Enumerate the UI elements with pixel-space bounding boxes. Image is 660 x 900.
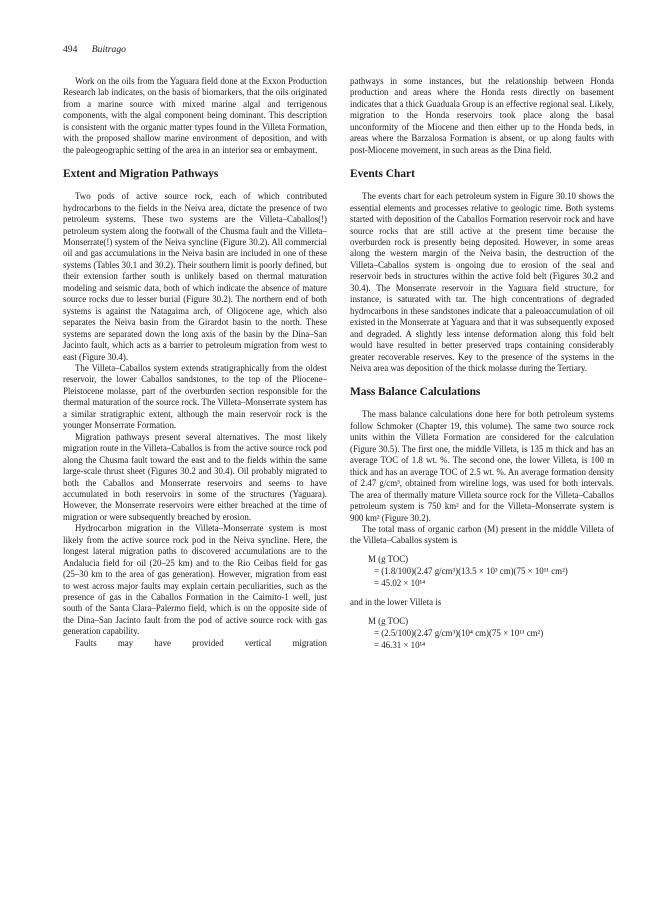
equation-middle-villeta bbox=[350, 553, 614, 590]
running-author: Buitrago bbox=[91, 44, 126, 55]
equation-rhs: = (1.8/100)(2.47 g/cm³)(13.5 × 10³ cm)(75 × 10¹¹ cm²) bbox=[374, 566, 568, 577]
section-heading-mass-balance: Mass Balance Calculations bbox=[350, 386, 481, 399]
equation-rhs: = (2.5/100)(2.47 g/cm³)(10⁴ cm)(75 × 10¹¹ cm²) bbox=[374, 628, 544, 639]
equation-lhs: M (g TOC) bbox=[368, 553, 409, 564]
paragraph: pathways in some instances, but the relationship between Honda production and areas where the Honda rests directly on basement indicates that a thick Guaduala Group is an effective regional seal. Likely, migration to the Honda reservoirs took place along the basal unconformity of the Miocene and then either up to the Honda beds, in areas where the Barzalosa Formation is absent, or up along faults with post-Miocene movement, in such areas as the Dina field. bbox=[350, 76, 614, 155]
paragraph: Hydrocarbon migration in the Villeta–Monserrate system is most likely from the active source rock pod in the Neiva syncline. Here, the longest lateral migration paths to discovered accumulations are to the Andalucia field for oil (20–25 km) and to the Rio Ceibas field for gas (25–30 km to the area of gas generation). However, migration from east to west across major faults may explain certain peculiarities, such as the presence of gas in the Caballos Formation in the Caimito-1 well, just south of the Santa Clara–Palermo field, which is on the opposite side of the Dina–San Jacinto fault from the pod of active source rock with gas generation capability. bbox=[63, 523, 327, 637]
paragraph: The total mass of organic carbon (M) present in the middle Villeta of the Villeta–Caballos system is bbox=[350, 523, 614, 546]
equation-result: = 45.02 × 10¹⁴ bbox=[374, 578, 426, 589]
paragraph: Work on the oils from the Yaguara field done at the Exxon Production Research lab indicates, on the basis of biomarkers, that the oils originated from a marine source with mixed marine algal and terrigenous components, with the algal component being dominant. This description is consistent with the organic matter types found in the Villeta Formation, with the proposed shallow marine environment of deposition, and with the paleogeographic setting of the area in an interior sea or embayment. bbox=[63, 76, 327, 155]
left-column bbox=[63, 76, 327, 649]
equation-lhs: M (g TOC) bbox=[368, 615, 409, 626]
paragraph: Faults may have provided vertical migration bbox=[75, 637, 327, 648]
running-head bbox=[63, 44, 126, 55]
page-number: 494 bbox=[63, 44, 78, 55]
paragraph: Migration pathways present several alternatives. The most likely migration route in the Villeta–Caballos is from the active source rock pod along the Chusma fault toward the east and to the fields within the same large-scale thrust sheet (Figures 30.2 and 30.4). Oil probably migrated to both the Caballos and Monserrate reservoirs and seems to have accumulated in both reservoirs in some of the structures (Yaguara). However, the Monserrate reservoirs were either breached at the time of migration or were subsequently breached by erosion. bbox=[63, 431, 327, 522]
equation-result: = 46.31 × 10¹⁴ bbox=[374, 640, 426, 651]
section-heading-extent: Extent and Migration Pathways bbox=[63, 168, 219, 181]
paragraph: The events chart for each petroleum system in Figure 30.10 shows the essential elements and processes relative to geologic time. Both systems started with deposition of the Caballos Formation reservoir rock and have source rocks that are still active at the present time because the overburden rock is presently being deposited. However, in some areas along the western margin of the Neiva basin, the destruction of the Villeta–Caballos system is ongoing due to erosion of the seal and reservoir beds in structures within the active fold belt (Figures 30.2 and 30.4). The Monserrate reservoir in the Yaguara field structure, for instance, is saturated with tar. The high concentrations of degraded hydrocarbons in these sandstones indicate that a paleoaccumulation of oil existed in the Monserrate at Yaguara and that it was subsequently exposed and degraded. A slightly less intense deformation along this fold belt would have resulted in better preserved traps containing considerably greater recoverable reserves. Key to the presence of the systems in the Neiva area was deposition of the thick molasse during the Tertiary. bbox=[350, 191, 614, 373]
paragraph: Two pods of active source rock, each of which contributed hydrocarbons to the fields in the Neiva area, dictate the presence of two petroleum systems. These two systems are the Villeta–Caballos(!) petroleum system along the footwall of the Chusma fault and the Villeta–Monserrate(!) system of the Neiva syncline (Figure 30.2). All commercial oil and gas accumulations in the Neiva basin are included in one of these systems (Tables 30.1 and 30.2). Their southern limit is poorly defined, but their extension farther south is unlikely based on thermal maturation modeling and seismic data, both of which indicate the absence of mature source rocks due to lesser burial (Figure 30.2). The northern end of both systems is against the Natagaima arch, of Oligocene age, which also separates the Neiva basin from the Girardot basin to the north. These systems are separated down the long axis of the basin by the Dina–San Jacinto fault, which acts as a barrier to petroleum migration from west to east (Figure 30.4). bbox=[63, 191, 327, 362]
paragraph: The Villeta–Caballos system extends stratigraphically from the oldest reservoir, the lower Caballos sandstones, to the top of the Pliocene–Pleistocene molasse, part of the overburden section responsible for the thermal maturation of the source rock. The Villeta–Monserrate system has a similar stratigraphic extent, although the main reservoir rock is the younger Monserrate Formation. bbox=[63, 362, 327, 431]
equation-lower-villeta bbox=[350, 615, 614, 652]
section-heading-events: Events Chart bbox=[350, 168, 415, 181]
right-column bbox=[350, 76, 614, 658]
paragraph: The mass balance calculations done here for both petroleum systems follow Schmoker (Chapter 19, this volume). The same two source rock units within the Villeta Formation are considered for the calculation (Figure 30.5). The first one, the middle Villeta, is 135 m thick and has an average TOC of 1.8 wt. %. The second one, the lower Villeta, is 100 m thick and has an average TOC of 2.5 wt. %. An average formation density of 2.47 g/cm³, obtained from wireline logs, was used for both intervals. The area of thermally mature Villeta source rock for the Villeta–Caballos petroleum system is 750 km² and for the Villeta–Monserrate system is 900 km² (Figure 30.2). bbox=[350, 409, 614, 523]
paragraph: and in the lower Villeta is bbox=[350, 597, 442, 608]
